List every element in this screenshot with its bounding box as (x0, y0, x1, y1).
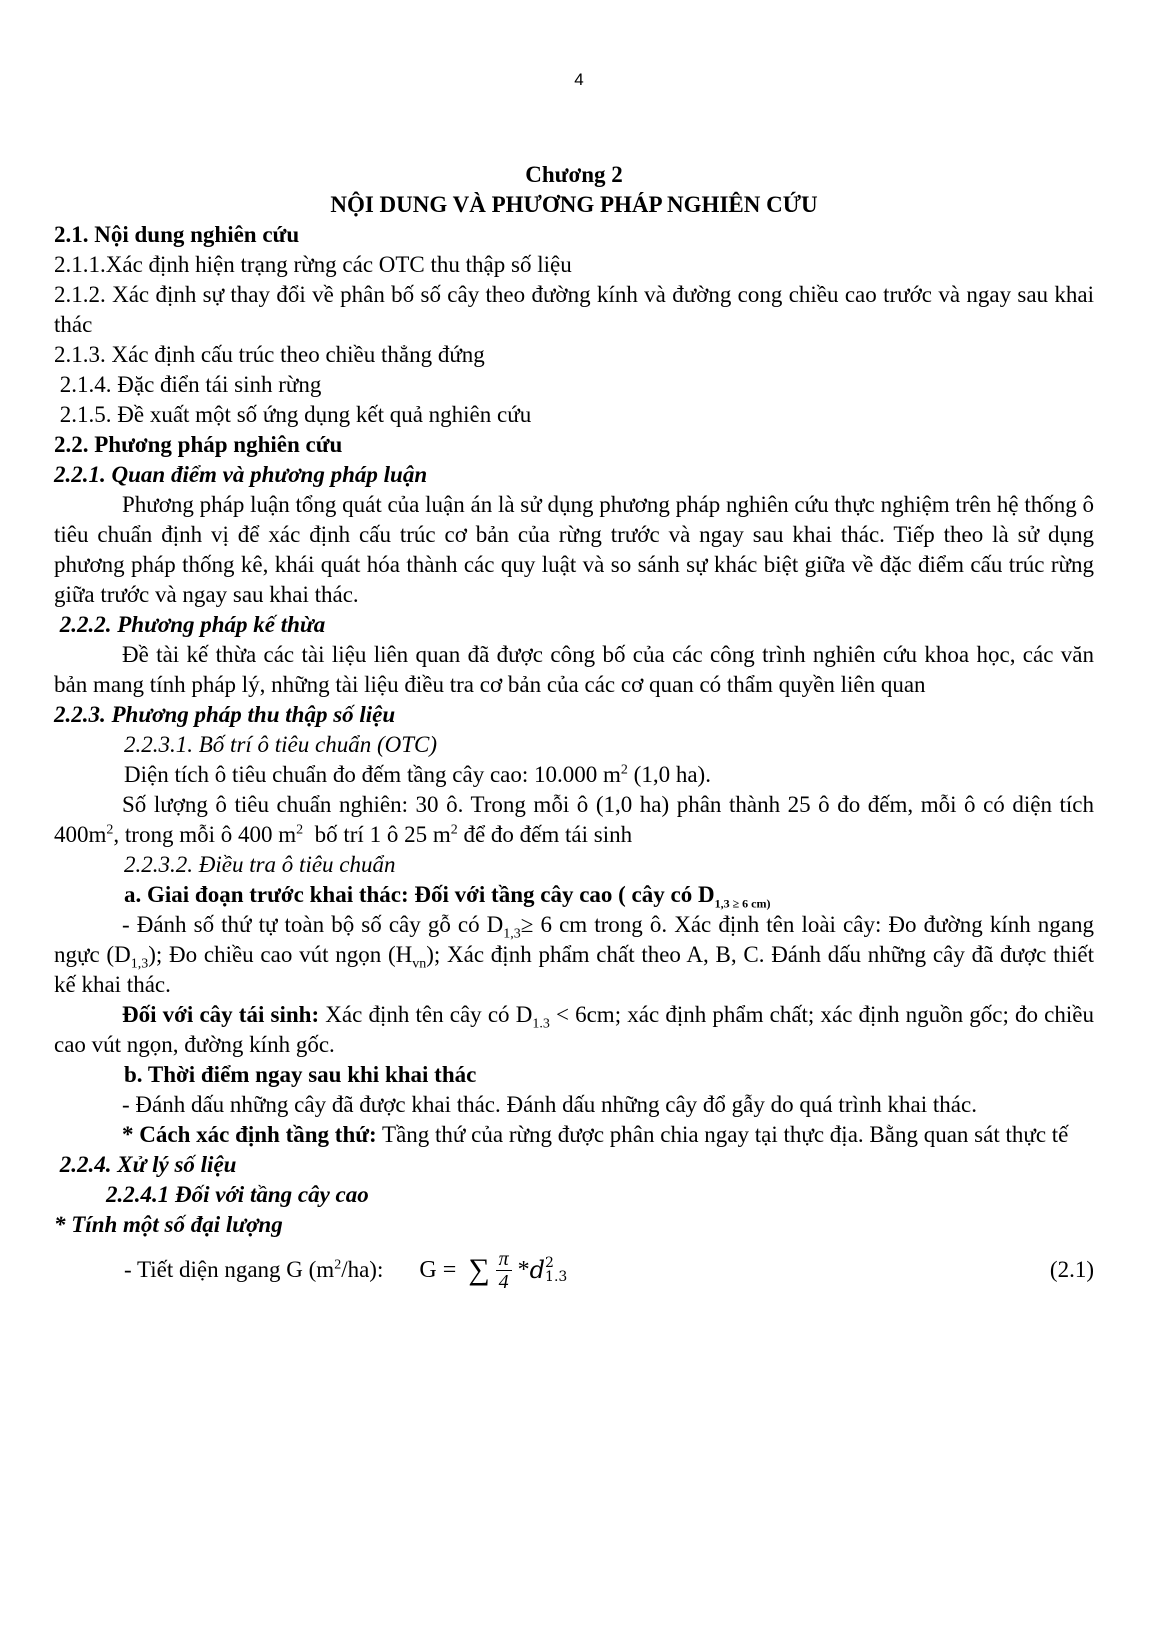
section-2-2-1-text: Phương pháp luận tổng quát của luận án là sử dụng phương pháp nghiên cứu thực nghiệm trên hệ thống ô tiêu chuẩn định vị để xác định cấu trúc cơ bản của rừng trước và ngay sau khai thác. Tiếp theo là sử dụng phương pháp thống kê, khái quát hóa thành các quy luật và so sánh sự khác biệt giữa về đặc điểm cấu trúc rừng giữa trước và ngay sau khai thác. (54, 492, 1094, 607)
regeneration-text: Đối với cây tái sinh: Xác định tên cây có $D_{1.3} < 6cm$; xác định phẩm chất; xác định nguồn gốc; đo chiều cao vút ngọn, đường kính gốc. (54, 1002, 1094, 1057)
item-2-1-3: 2.1.3. Xác định cấu trúc theo chiều thẳng đứng (54, 342, 485, 367)
section-2-2-3-heading: 2.2.3. Phương pháp thu thập số liệu (54, 702, 396, 727)
stage-a-text: - Đánh số thứ tự toàn bộ số cây gỗ có $D_{1,3}\ge 6$ cm trong ô. Xác định tên loài cây: Đo đường kính ngang ngực $(D_{1,3})$; Đo chiều cao vút ngọn $(H_{vn})$; Xác định phẩm chất theo A, B, C. Đánh dấu những cây đã được thiết kế khai thác. (54, 912, 1095, 997)
stage-b-text: - Đánh dấu những cây đã được khai thác. Đánh dấu những cây đổ gẫy do quá trình khai thác. (122, 1092, 977, 1117)
section-2-2-2-text: Đề tài kế thừa các tài liệu liên quan đã được công bố của các công trình nghiên cứu khoa học, các văn bản mang tính pháp lý, những tài liệu điều tra cơ bản của các cơ quan có thẩm quyền liên quan (54, 642, 1094, 697)
plot-count-text: Số lượng ô tiêu chuẩn nghiên: 30 ô. Trong mỗi ô (1,0 ha) phân thành 25 ô đo đếm, mỗi ô có diện tích $400m^2$, trong mỗi ô 400 $m^2$ bố trí 1 ô 25 $m^2$ để đo đếm tái sinh (54, 792, 1094, 847)
page-number: 4 (574, 70, 584, 89)
subsection-2-2-4-1: 2.2.4.1 Đối với tầng cây cao (106, 1182, 369, 1207)
item-2-1-2: 2.1.2. Xác định sự thay đổi về phân bố số cây theo đường kính và đường cong chiều cao trước và ngay sau khai thác (54, 282, 1094, 337)
item-2-1-1: 2.1.1.Xác định hiện trạng rừng các OTC thu thập số liệu (54, 252, 572, 277)
section-2-2-1-heading: 2.2.1. Quan điểm và phương pháp luận (54, 462, 428, 487)
fraction: $\frac{\pi}{4}$ (496, 1248, 512, 1293)
section-2-1-heading: 2.1. Nội dung nghiên cứu (54, 222, 300, 247)
subsection-2-2-3-1: 2.2.3.1. Bố trí ô tiêu chuẩn (OTC) (124, 732, 438, 757)
plot-area-text: Diện tích ô tiêu chuẩn đo đếm tầng cây cao: 10.000 $m^2$ (1,0 ha). (124, 762, 711, 787)
stage-b-heading: b. Thời điểm ngay sau khi khai thác (124, 1062, 477, 1087)
calc-heading: * Tính một số đại lượng (54, 1212, 283, 1237)
chapter-subtitle: NỘI DUNG VÀ PHƯƠNG PHÁP NGHIÊN CỨU (330, 192, 818, 217)
tier-text: * Cách xác định tầng thứ: Tầng thứ của rừng được phân chia ngay tại thực địa. Bằng quan sát thực tế (122, 1122, 1069, 1147)
section-2-2-2-heading: 2.2.2. Phương pháp kế thừa (54, 612, 326, 637)
subsection-2-2-3-2: 2.2.3.2. Điều tra ô tiêu chuẩn (124, 852, 396, 877)
sum-symbol: ∑ (468, 1253, 490, 1286)
section-2-2-4-heading: 2.2.4. Xử lý số liệu (54, 1152, 237, 1177)
section-2-2-heading: 2.2. Phương pháp nghiên cứu (54, 432, 343, 457)
chapter-title: Chương 2 (525, 162, 623, 187)
stage-a-heading: a. Giai đoạn trước khai thác: Đối với tầng cây cao ( cây có $D_{1,3 \ge 6 cm)}$ (124, 882, 771, 911)
item-2-1-4: 2.1.4. Đặc điển tái sinh rừng (54, 372, 322, 397)
equation-2-1 (54, 1240, 1094, 1300)
equation-label: - Tiết diện ngang G $(m^2/ha)$: (124, 1257, 384, 1282)
document-body (54, 160, 1094, 1300)
equation-number: (2.1) (1049, 1257, 1094, 1282)
item-2-1-5: 2.1.5. Đề xuất một số ứng dụng kết quả nghiên cứu (54, 402, 532, 427)
equation-formula: G = ∑ $\frac{\pi}{4}$ * d 2 1.3 (419, 1247, 568, 1293)
